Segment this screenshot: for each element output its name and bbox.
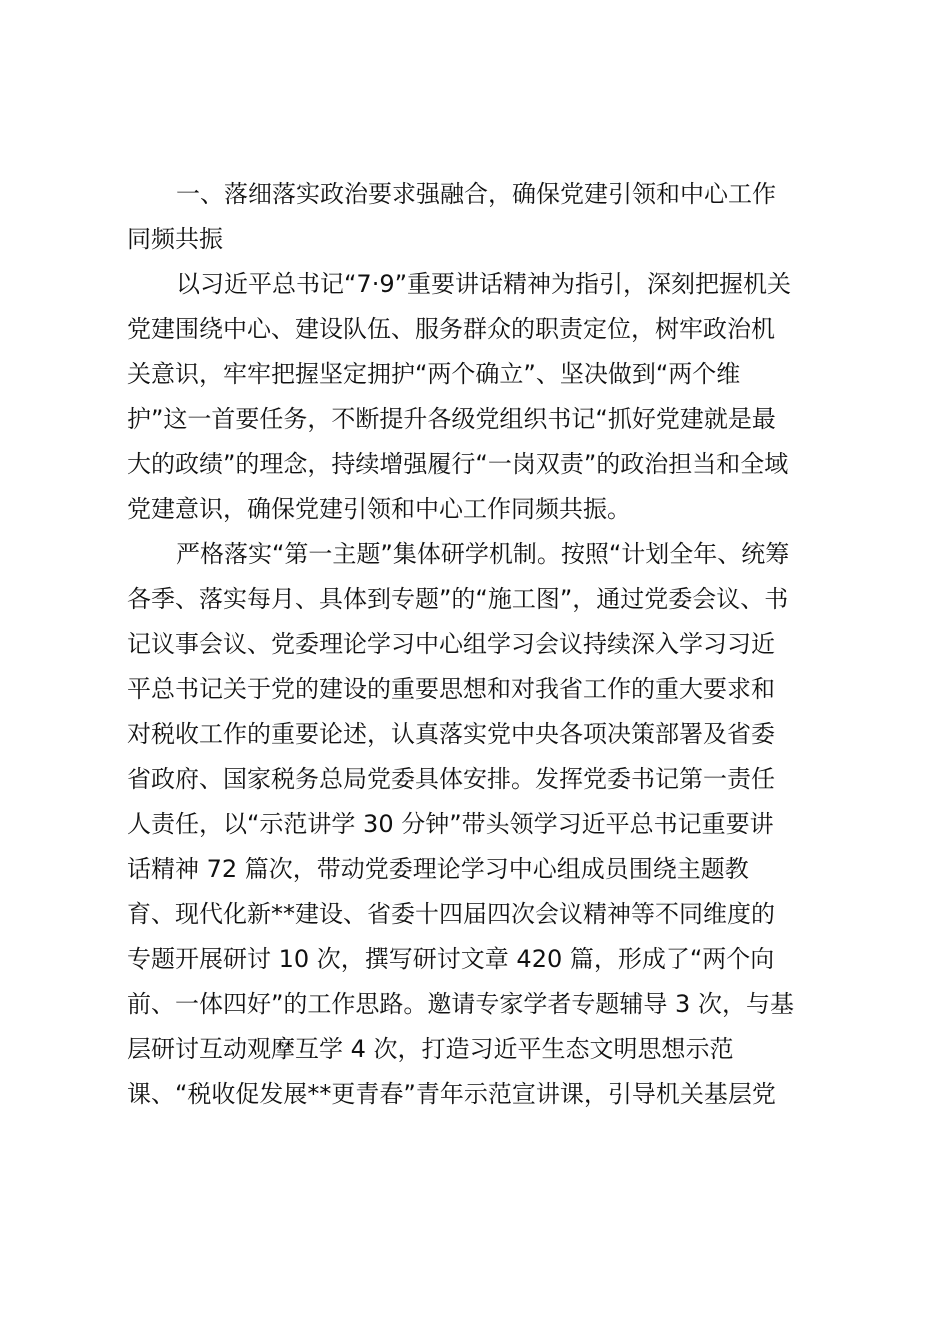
paragraph-study-mechanism	[127, 532, 832, 1117]
text-line: 课、“税收促发展**更青春”青年示范宣讲课，引导机关基层党	[127, 1080, 776, 1108]
text-line: 一、落细落实政治要求强融合，确保党建引领和中心工作	[176, 180, 776, 208]
text-line: 层研讨互动观摩互学 4 次，打造习近平生态文明思想示范	[127, 1035, 734, 1063]
text-line: 关意识，牢牢把握坚定拥护“两个确立”、坚决做到“两个维	[127, 360, 741, 388]
section-heading	[127, 172, 832, 262]
document-body	[127, 172, 832, 1117]
text-line: 严格落实“第一主题”集体研学机制。按照“计划全年、统筹	[176, 540, 790, 568]
text-line: 护”这一首要任务，不断提升各级党组织书记“抓好党建就是最	[127, 405, 776, 433]
text-line: 党建意识，确保党建引领和中心工作同频共振。	[127, 495, 631, 523]
text-line: 省政府、国家税务总局党委具体安排。发挥党委书记第一责任	[127, 765, 775, 793]
text-line: 各季、落实每月、具体到专题”的“施工图”，通过党委会议、书	[127, 585, 789, 613]
text-line: 同频共振	[127, 225, 223, 253]
text-line: 党建围绕中心、建设队伍、服务群众的职责定位，树牢政治机	[127, 315, 775, 343]
text-line: 平总书记关于党的建设的重要思想和对我省工作的重大要求和	[127, 675, 775, 703]
text-line: 话精神 72 篇次，带动党委理论学习中心组成员围绕主题教	[127, 855, 749, 883]
text-line: 专题开展研讨 10 次，撰写研讨文章 420 篇，形成了“两个向	[127, 945, 775, 973]
text-line: 以习近平总书记“7·9”重要讲话精神为指引，深刻把握机关	[176, 270, 792, 298]
text-line: 大的政绩”的理念，持续增强履行“一岗双责”的政治担当和全域	[127, 450, 789, 478]
text-line: 记议事会议、党委理论学习中心组学习会议持续深入学习习近	[127, 630, 775, 658]
paragraph-intro	[127, 262, 832, 532]
text-line: 人责任，以“示范讲学 30 分钟”带头领学习近平总书记重要讲	[127, 810, 774, 838]
text-line: 育、现代化新**建设、省委十四届四次会议精神等不同维度的	[127, 900, 775, 928]
text-line: 前、一体四好”的工作思路。邀请专家学者专题辅导 3 次，与基	[127, 990, 794, 1018]
text-line: 对税收工作的重要论述，认真落实党中央各项决策部署及省委	[127, 720, 775, 748]
